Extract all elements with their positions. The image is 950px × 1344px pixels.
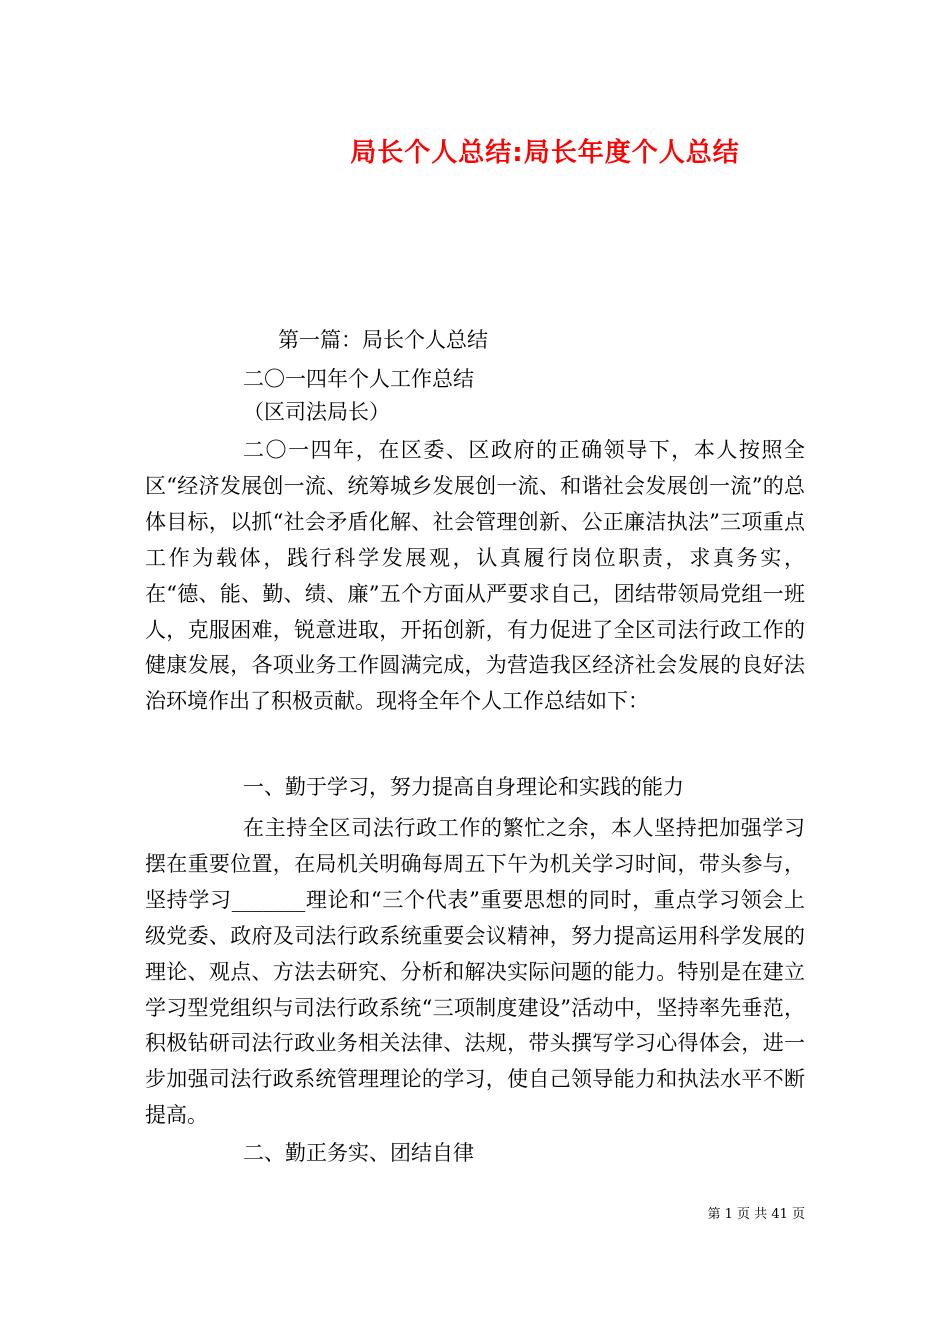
document-title: 局长个人总结:局长年度个人总结: [350, 138, 740, 168]
author-note: （区司法局长）: [243, 400, 390, 424]
body-paragraph: 二〇一四年，在区委、区政府的正确领导下，本人按照全区“经济发展创一流、统筹城乡发展创一流、和谐社会发展创一流”的总体目标，以抓“社会矛盾化解、社会管理创新、公正廉洁执法”三项重点工作为载体，践行科学发展观，认真履行岗位职责，求真务实，在“德、能、勤、绩、廉”五个方面从严要求自己，团结带领局党组一班人，克服困难，锐意进取，开拓创新，有力促进了全区司法行政工作的健康发展，各项业务工作圆满完成，为营造我区经济社会发展的良好法治环境作出了积极贡献。现将全年个人工作总结如下：: [145, 438, 805, 714]
section-heading: 二、勤正务实、团结自律: [243, 1141, 474, 1165]
part-heading: 第一篇：局长个人总结: [278, 328, 488, 352]
body-paragraph: 在主持全区司法行政工作的繁忙之余，本人坚持把加强学习摆在重要位置，在局机关明确每周五下午为机关学习时间，带头参与，坚持学习_______理论和“三个代表”重要思想的同时，重点学习领会上级党委、政府及司法行政系统重要会议精神，努力提高运用科学发展的理论、观点、方法去研究、分析和解决实际问题的能力。特别是在建立学习型党组织与司法行政系统“三项制度建设”活动中，坚持率先垂范，积极钻研司法行政业务相关法律、法规，带头撰写学习心得体会，进一步加强司法行政系统管理理论的学习，使自己领导能力和执法水平不断提高。: [145, 816, 805, 1128]
section-heading: 一、勤于学习，努力提高自身理论和实践的能力: [243, 775, 684, 799]
page-number: 第 1 页 共 41 页: [707, 1207, 805, 1222]
year-heading: 二〇一四年个人工作总结: [243, 367, 474, 391]
